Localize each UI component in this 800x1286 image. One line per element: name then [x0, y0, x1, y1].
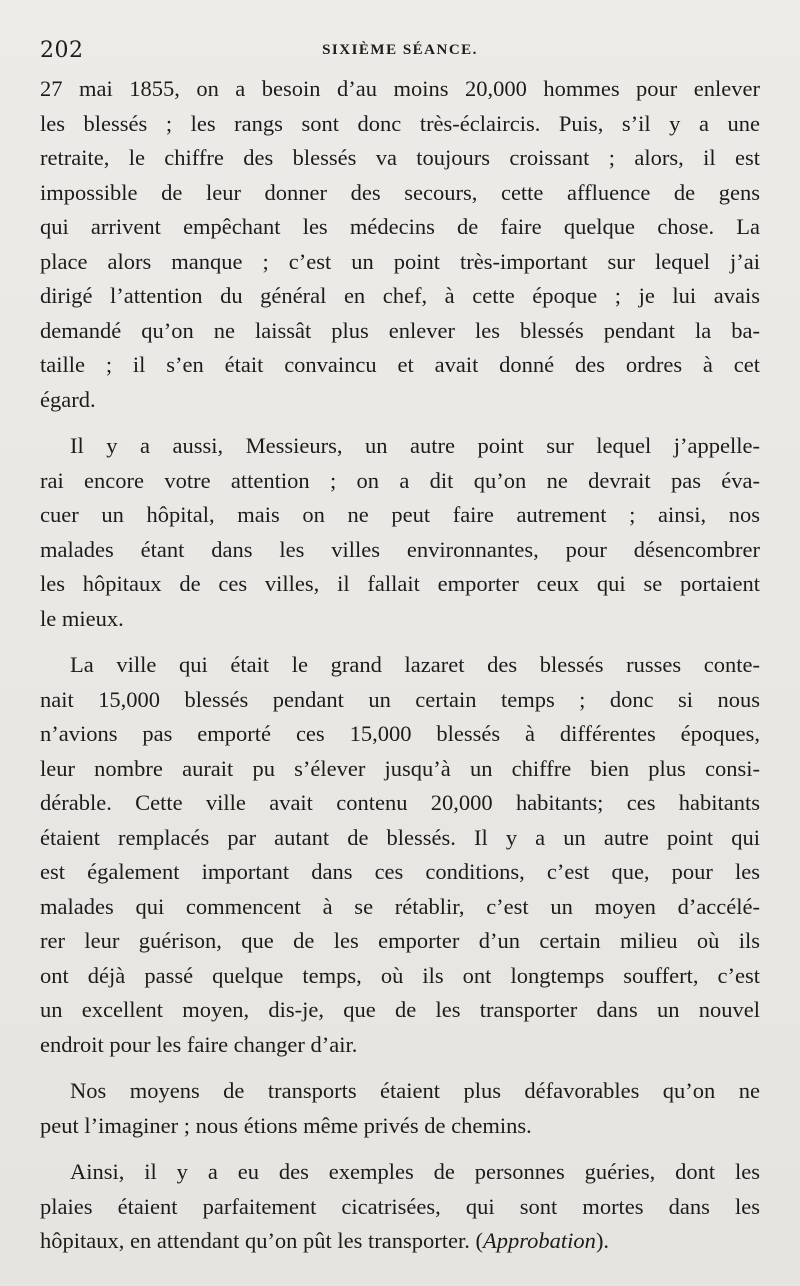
- text-line: rer leur guérison, que de les emporter d’un certain milieu où ils: [40, 928, 760, 953]
- page-number: 202: [40, 38, 84, 63]
- text-line: La ville qui était le grand lazaret des blessés russes conte-: [70, 652, 760, 677]
- running-head: SIXIÈME SÉANCE.: [322, 42, 478, 58]
- approbation-italic: Approbation: [483, 1228, 596, 1253]
- text-line: Nos moyens de transports étaient plus défavorables qu’on ne: [70, 1078, 760, 1103]
- text-line: retraite, le chiffre des blessés va toujours croissant ; alors, il est: [40, 145, 760, 170]
- text-line: taille ; il s’en était convaincu et avait donné des ordres à cet: [40, 352, 760, 377]
- text-line: peut l’imaginer ; nous étions même privés de chemins.: [40, 1112, 532, 1138]
- text-line: endroit pour les faire changer d’air.: [40, 1031, 358, 1057]
- text-line: un excellent moyen, dis-je, que de les transporter dans un nouvel: [40, 997, 760, 1022]
- text-line: étaient remplacés par autant de blessés. Il y a un autre point qui: [40, 824, 760, 850]
- text-line: malades qui commencent à se rétablir, c’est un moyen d’accélé-: [40, 893, 760, 919]
- text-line: leur nombre aurait pu s’élever jusqu’à un chiffre bien plus consi-: [40, 755, 760, 781]
- text-line: [40, 1224, 760, 1259]
- paragraph: [40, 648, 760, 1062]
- text-line: Ainsi, il y a eu des exemples de personnes guéries, dont les: [70, 1159, 760, 1184]
- paragraph: [40, 1074, 760, 1143]
- text-line: cuer un hôpital, mais on ne peut faire autrement ; ainsi, nos: [40, 502, 760, 527]
- text-line: rai encore votre attention ; on a dit qu’on ne devrait pas éva-: [40, 467, 760, 493]
- text-line: ont déjà passé quelque temps, où ils ont longtemps souffert, c’est: [40, 962, 760, 988]
- text-line: les blessés ; les rangs sont donc très-éclaircis. Puis, s’il y a une: [40, 110, 760, 136]
- text-line: les hôpitaux de ces villes, il fallait emporter ceux qui se portaient: [40, 571, 760, 596]
- paragraph: [40, 72, 760, 417]
- text-segment: ).: [595, 1228, 610, 1253]
- text-line: place alors manque ; c’est un point très-important sur lequel j’ai: [40, 248, 760, 274]
- text-line: dirigé l’attention du général en chef, à cette époque ; je lui avais: [40, 283, 760, 308]
- page-body: [40, 72, 760, 1259]
- text-line: malades étant dans les villes environnantes, pour désencombrer: [40, 536, 760, 562]
- text-line: dérable. Cette ville avait contenu 20,000 habitants; ces habitants: [40, 790, 760, 815]
- text-segment: hôpitaux, en attendant qu’on pût les transporter. (: [40, 1228, 484, 1253]
- text-line: impossible de leur donner des secours, cette affluence de gens: [40, 179, 760, 205]
- text-line: égard.: [40, 386, 96, 412]
- page-header: [40, 38, 760, 68]
- text-line: qui arrivent empêchant les médecins de faire quelque chose. La: [40, 214, 760, 239]
- paragraph: [40, 1155, 760, 1259]
- text-line: demandé qu’on ne laissât plus enlever les blessés pendant la ba-: [40, 317, 760, 343]
- text-line: 27 mai 1855, on a besoin d’au moins 20,000 hommes pour enlever: [40, 76, 760, 101]
- text-line: le mieux.: [40, 605, 124, 631]
- paragraph: [40, 429, 760, 636]
- text-line: plaies étaient parfaitement cicatrisées, qui sont mortes dans les: [40, 1193, 760, 1219]
- text-line: n’avions pas emporté ces 15,000 blessés à différentes époques,: [40, 721, 760, 746]
- text-line: est également important dans ces conditions, c’est que, pour les: [40, 859, 760, 884]
- text-line: nait 15,000 blessés pendant un certain temps ; donc si nous: [40, 686, 760, 712]
- text-line: Il y a aussi, Messieurs, un autre point sur lequel j’appelle-: [70, 433, 760, 458]
